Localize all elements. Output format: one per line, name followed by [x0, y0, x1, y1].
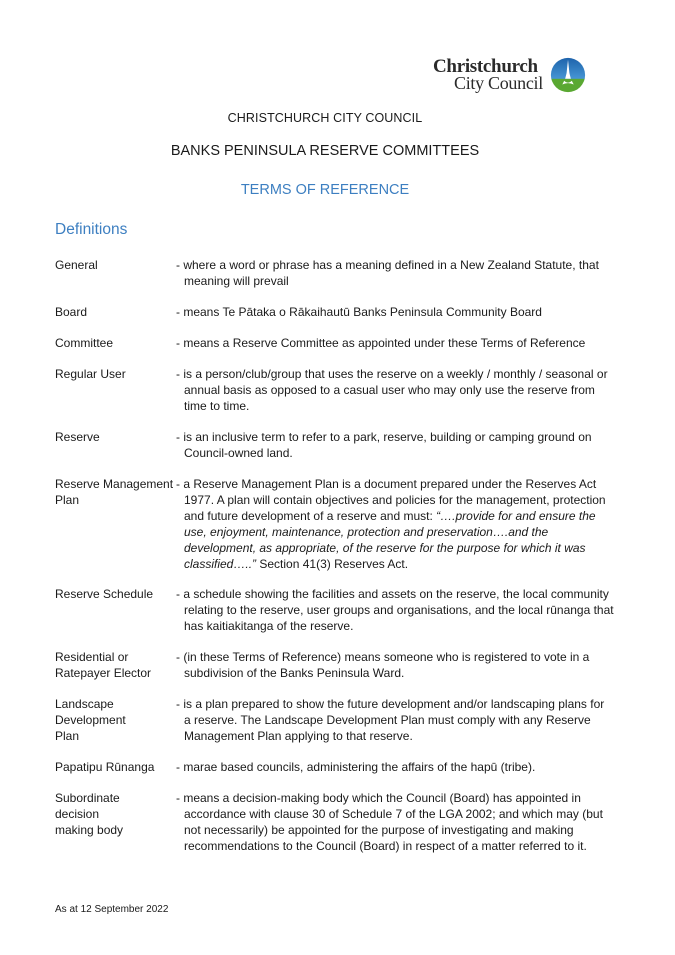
- statute-reference: Section 41(3) Reserves Act.: [256, 557, 409, 571]
- definition-term: Reserve Management Plan: [55, 477, 174, 507]
- definition-description: - where a word or phrase has a meaning defined in a New Zealand Statute, that meaning will prevail: [176, 258, 599, 288]
- definition-description: - a schedule showing the facilities and assets on the reserve, the local community relating to the reserve, user groups and organisations, and the local rūnanga that has kaitiakitanga of the reserve.: [176, 587, 614, 633]
- definition-description: - is a person/club/group that uses the reserve on a weekly / monthly / seasonal or annual basis as opposed to a casual user who may only use the reserve from time to time.: [176, 367, 608, 413]
- definition-term: Reserve: [55, 430, 100, 444]
- definition-term: Regular User: [55, 367, 126, 381]
- definition-term: Committee: [55, 336, 114, 350]
- definition-description: - marae based councils, administering the affairs of the hapū (tribe).: [176, 760, 536, 774]
- definition-term: Board: [55, 305, 88, 319]
- definition-description: - means a Reserve Committee as appointed under these Terms of Reference: [176, 336, 586, 350]
- definition-description: - (in these Terms of Reference) means someone who is registered to vote in a subdivision of the Banks Peninsula Ward.: [176, 650, 590, 680]
- definition-term: Residential or Ratepayer Elector: [55, 650, 152, 680]
- footer-date: As at 12 September 2022: [55, 904, 169, 915]
- definition-term: Subordinate decision making body: [55, 791, 124, 837]
- cathedral-emblem-icon: [549, 56, 587, 94]
- definition-description: - is a plan prepared to show the future development and/or landscaping plans for a reserve. The Landscape Development Plan must comply with any Reserve Management Plan applying to that reserve.: [176, 697, 605, 743]
- definition-description: - is an inclusive term to refer to a park, reserve, building or camping ground on Council-owned land.: [176, 430, 592, 460]
- logo-wordmark: [433, 58, 543, 92]
- definitions-heading: Definitions: [55, 221, 128, 238]
- organisation-title: CHRISTCHURCH CITY COUNCIL: [227, 111, 423, 125]
- definition-term: Landscape Development Plan: [55, 697, 126, 743]
- definition-term: General: [55, 258, 98, 272]
- description-text: - a Reserve Management Plan is a document prepared under the Reserves Act 1977. A plan will contain objectives and policies for the management, protection and future development of a reserve and must:: [176, 477, 606, 523]
- definition-term: Reserve Schedule: [55, 587, 154, 601]
- committee-title: BANKS PENINSULA RESERVE COMMITTEES: [170, 143, 480, 159]
- statute-quote: “….provide for and ensure the use, enjoyment, maintenance, protection and preservation….and the development, as appropriate, of the reserve for the purpose for which it was classified…..”: [184, 509, 596, 571]
- definition-term: Papatipu Rūnanga: [55, 760, 155, 774]
- logo-line-2: City Council: [454, 73, 543, 93]
- logo-line-1: Christchurch: [433, 56, 538, 77]
- definition-description: - means a decision-making body which the Council (Board) has appointed in accordance with clause 30 of Schedule 7 of the LGA 2002; and which may (but not necessarily) be appointed for the purpose of investigating and making recommendations to the Council (Board) in respect of a matter referred to it.: [176, 791, 603, 853]
- definition-description: - means Te Pātaka o Rākaihautū Banks Peninsula Community Board: [176, 305, 542, 319]
- council-logo: [433, 56, 587, 94]
- definition-description: [176, 476, 614, 572]
- document-title: TERMS OF REFERENCE: [240, 182, 410, 198]
